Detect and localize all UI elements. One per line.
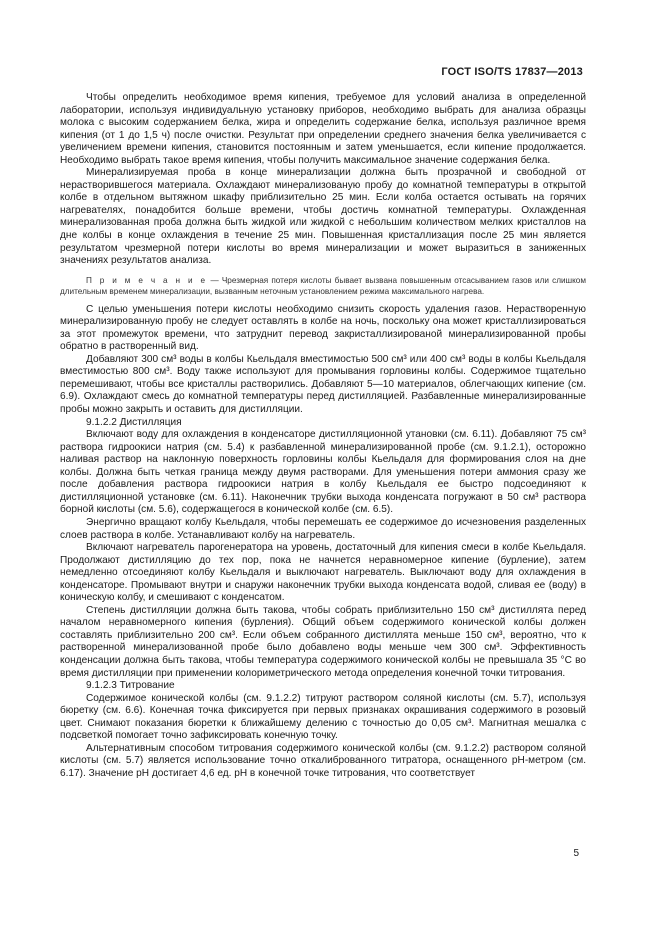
note [60, 275, 586, 297]
section-heading-distillation: 9.1.2.2 Дистилляция [86, 416, 182, 428]
section-heading-titration: 9.1.2.3 Титрование [86, 680, 175, 692]
standard-header: ГОСТ ISO/TS 17837—2013 [441, 66, 583, 78]
paragraph-cooling-water: Включают воду для охлаждения в конденсаторе дистилляционной утановки (см. 6.11). Добавляют 75 см³ раствора гидроокиси натрия (см. 5.4) к разбавленной минерализированной пробе (см. 9.1.2.1), осторожно наливая раствор на наклонную поверхность горловины колбы Кьельдаля для формирования слоя на дне колбы. Должна быть четкая граница между двумя растворами. Для уменьшения потери аммония сразу же после добавления раствора гидроокиси натрия в колбу Кьельдаля ее быстро подсоединяют к дистилляционной установке (см. 6.11). Наконечник трубки выхода конденсата погружают в 50 см³ раствора борной кислоты (см. 5.6), содержащегося в конической колбе (см. 6.5). [60, 429, 586, 516]
paragraph-swirl-flask: Энергично вращают колбу Кьельдаля, чтобы перемешать ее содержимое до исчезновения разделенных слоев раствора в колбе. Устанавливают колбу на нагреватель. [60, 516, 586, 541]
paragraph-add-water: Добавляют 300 см³ воды в колбы Кьельдаля вместимостью 500 см³ или 400 см³ воды в колбы Кьельдаля вместимостью 800 см³. Воду также используют для промывания горловины колбы. Содержимое тщательно перемешивают, чтобы все кристаллы растворились. Добавляют 5—10 материалов, облегчающих кипение (см. 6.9). Охлаждают смесь до комнатной температуры перед дистилляцией. Разбавленные минерализированные пробы можно закрыть и оставить для дистилляции. [60, 353, 586, 416]
paragraph-titrate: Содержимое конической колбы (см. 9.1.2.2) титруют раствором соляной кислоты (см. 5.7), используя бюретку (см. 6.6). Конечная точка фиксируется при первых признаках окрашивания содержимого в розовый цвет. Снимают показания бюретки к ближайшему делению с точностью до 0,05 см³. Магнитная мешалка с подсветкой помогает точно зафиксировать конечную точку. [60, 692, 586, 742]
paragraph-acid-loss: С целью уменьшения потери кислоты необходимо снизить скорость удаления газов. Нерастворенную минерализированную пробу не следует оставлять в колбе на ночь, поскольку она может кристаллизироваться за этот промежуток времени, что затруднит перевод закристаллизированой минерализированной пробы обратно в растворенный вид. [60, 303, 586, 353]
document-body [60, 92, 586, 780]
note-text: — Чрезмерная потеря кислоты бывает вызвана повышенным отсасыванием газов или слишком длительным временем минерализации, вызванным неточным установлением режима максимального нагрева. [60, 275, 586, 296]
paragraph-boiling-time: Чтобы определить необходимое время кипения, требуемое для условий анализа в определенной лаборатории, используя индивидуальную установку приборов, необходимо выбрать для анализа образцы молока с высоким содержанием белка, жира и определить содержание белка, используя различное время кипения (от 1 до 1,5 ч) после очистки. Результат при определении среднего значения белка увеличивается с увеличением времени кипения, становится постоянным и затем уменьшается, если кипение продолжается. Необходимо выбрать такое время кипения, чтобы получить максимальное значение содержания белка. [60, 92, 586, 166]
page-number: 5 [573, 848, 579, 859]
paragraph-heater: Включают нагреватель парогенератора на уровень, достаточный для кипения смеси в колбе Кьельдаля. Продолжают дистилляцию до тех пор, пока не начнется неравномерное кипение (бурление), затем немедленно отсоединяют колбу Кьельдаля и выключают нагреватель. Выключают воду для охлаждения в конденсаторе. Промывают внутри и снаружи наконечник трубки выхода конденсата водой, сливая ее (воду) в коническую колбу, и смешивают с конденсатом. [60, 542, 586, 604]
paragraph-mineralized-sample: Минерализируемая проба в конце минерализации должна быть прозрачной и свободной от нерастворившегося материала. Охлаждают минерализованую пробу до комнатной температуры в открытой колбе в отдельном вытяжном шкафу приблизительно 25 мин. Если колба остается остывать на горячих нагревателях, понадобится больше времени, чтобы достичь комнатной температуры. Охлажденная минерализованная проба должна быть жидкой или жидкой с небольшим количеством мелких кристаллов на дне колбы в конце охлаждения в течение 25 мин. Повышенная кристаллизация после 25 мин является результатом чрезмерной потери кислоты во время минерализации и может выразиться в заниженных значениях результатов анализа. [60, 167, 586, 267]
note-label: П р и м е ч а н и е [86, 275, 208, 285]
paragraph-alternative-titration: Альтернативным способом титрования содержимого конической колбы (см. 9.1.2.2) раствором соляной кислоты (см. 5.7) является использование точно откалиброванного титратора, оснащенного pH-метром (см. 6.17). Значение pH достигает 4,6 ед. pH в конечной точке титрования, что соответствует [60, 742, 586, 779]
paragraph-distillation-rate: Степень дистилляции должна быть такова, чтобы собрать приблизительно 150 см³ дистиллята перед началом неравномерного кипения (бурления). Общий объем содержимого конической колбы должен составлять приблизительно 200 см³. Если объем собранного дистиллята меньше 150 см³, вероятно, что к растворенной минерализованной пробе было добавлено воды меньше чем 300 см³. Эффективность конденсации должна быть такова, чтобы температура содержимого конической колбы не превышала 35 °C во время дистилляции при применении колориметрического метода определения конечной точки титрования. [60, 604, 586, 679]
